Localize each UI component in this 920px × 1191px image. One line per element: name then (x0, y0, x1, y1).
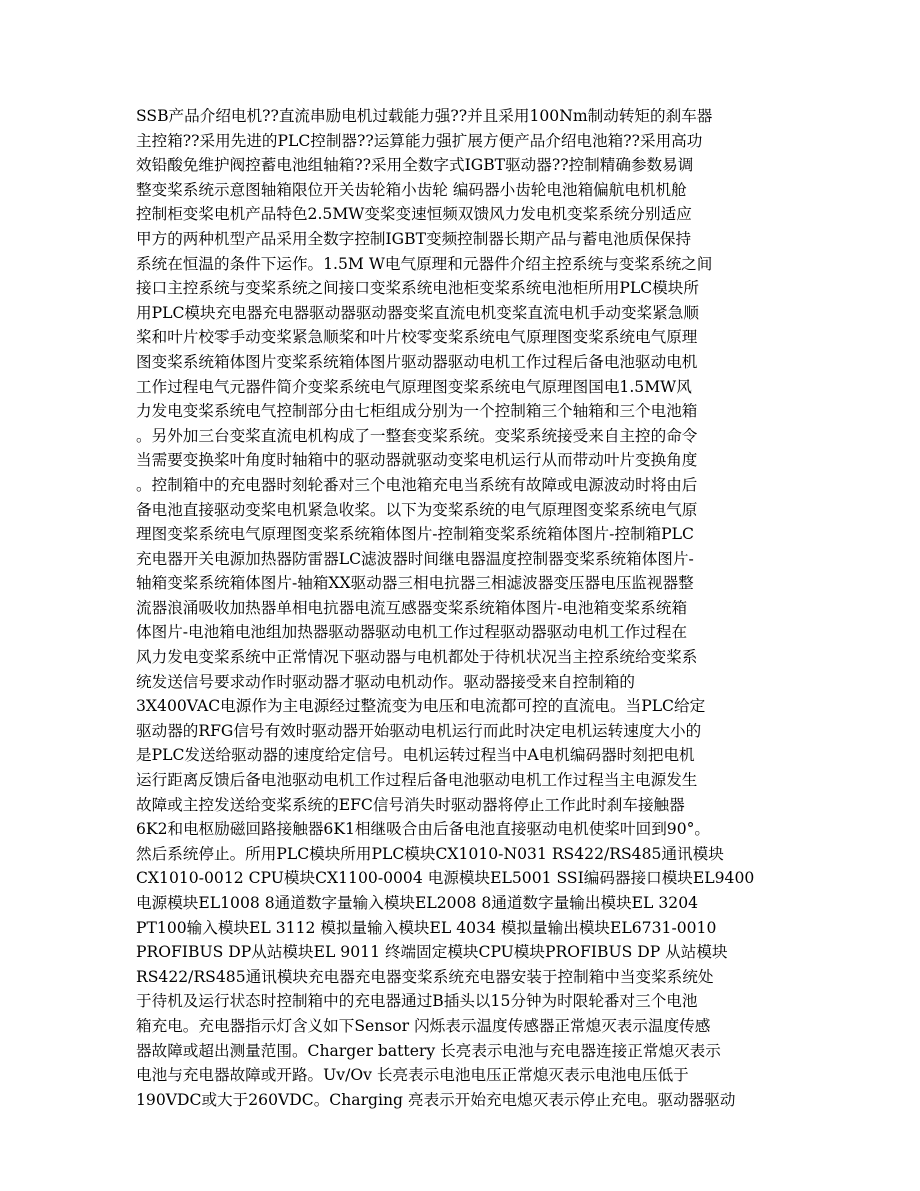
body-text (136, 104, 788, 1112)
text-line: PROFIBUS DP从站模块EL 9011 终端固定模块CPU模块PROFIBUS DP 从站模块 (136, 943, 728, 962)
text-line: 当需要变换桨叶角度时轴箱中的驱动器就驱动变桨电机运行从而带动叶片变换角度 (136, 451, 698, 470)
text-line: 整变桨系统示意图轴箱限位开关齿轮箱小齿轮 编码器小齿轮电池箱偏航电机机舱 (136, 180, 687, 199)
text-line: 电池与充电器故障或开路。Uv/Ov 长亮表示电池电压正常熄灭表示电池电压低于 (136, 1066, 689, 1085)
text-line: 桨和叶片校零手动变桨紧急顺桨和叶片校零变桨系统电气原理图变桨系统电气原理 (136, 328, 698, 347)
text-line: 。控制箱中的充电器时刻轮番对三个电池箱充电当系统有故障或电源波动时将由后 (136, 475, 698, 494)
text-line: 甲方的两种机型产品采用全数字控制IGBT变频控制器长期产品与蓄电池质保保持 (136, 229, 692, 248)
text-line: 3X400VAC电源作为主电源经过整流变为电压和电流都可控的直流电。当PLC给定 (136, 697, 706, 716)
text-line: 统发送信号要求动作时驱动器才驱动电机动作。驱动器接受来自控制箱的 (136, 672, 636, 691)
text-line: 用PLC模块充电器充电器驱动器驱动器变桨直流电机变桨直流电机手动变桨紧急顺 (136, 303, 699, 322)
text-line: RS422/RS485通讯模块充电器充电器变桨系统充电器安装于控制箱中当变桨系统处 (136, 967, 714, 986)
text-line: 图变桨系统箱体图片变桨系统箱体图片驱动器驱动电机工作过程后备电池驱动电机 (136, 352, 698, 371)
text-line: 故障或主控发送给变桨系统的EFC信号消失时驱动器将停止工作此时刹车接触器 (136, 795, 685, 814)
text-line: 是PLC发送给驱动器的速度给定信号。电机运转过程当中A电机编码器时刻把电机 (136, 746, 695, 765)
text-line: 运行距离反馈后备电池驱动电机工作过程后备电池驱动电机工作过程当主电源发生 (136, 771, 698, 790)
text-line: 力发电变桨系统电气控制部分由七柜组成分别为一个控制箱三个轴箱和三个电池箱 (136, 402, 698, 421)
text-line: 风力发电变桨系统中正常情况下驱动器与电机都处于待机状况当主控系统给变桨系 (136, 648, 698, 667)
text-line: CX1010-0012 CPU模块CX1100-0004 电源模块EL5001 SSI编码器接口模块EL9400 (136, 869, 755, 888)
text-line: 理图变桨系统电气原理图变桨系统箱体图片-控制箱变桨系统箱体图片-控制箱PLC (136, 525, 694, 544)
text-line: 体图片-电池箱电池组加热器驱动器驱动电机工作过程驱动器驱动电机工作过程在 (136, 623, 688, 642)
text-line: 驱动器的RFG信号有效时驱动器开始驱动电机运行而此时决定电机运转速度大小的 (136, 721, 702, 740)
text-line: 电源模块EL1008 8通道数字量输入模块EL2008 8通道数字量输出模块EL 3204 (136, 894, 699, 912)
text-line: 。另外加三台变桨直流电机构成了一整套变桨系统。变桨系统接受来自主控的命令 (136, 426, 698, 445)
text-line: 箱充电。充电器指示灯含义如下Sensor 闪烁表示温度传感器正常熄灭表示温度传感 (136, 1016, 711, 1035)
text-line: PT100输入模块EL 3112 模拟量输入模块EL 4034 模拟量输出模块EL6731-0010 (136, 918, 717, 937)
text-line: 接口主控系统与变桨系统之间接口变桨系统电池柜变桨系统电池柜所用PLC模块所 (136, 279, 699, 298)
text-line: 工作过程电气元器件简介变桨系统电气原理图变桨系统电气原理图国电1.5MW风 (136, 377, 692, 396)
text-line: 6K2和电枢励磁回路接触器6K1相继吸合由后备电池直接驱动电机使桨叶回到90°。 (136, 820, 711, 839)
text-line: 充电器开关电源加热器防雷器LC滤波器时间继电器温度控制器变桨系统箱体图片- (136, 549, 694, 568)
text-line: 然后系统停止。所用PLC模块所用PLC模块CX1010-N031 RS422/RS485通讯模块 (136, 844, 724, 863)
text-line: 轴箱变桨系统箱体图片-轴箱XX驱动器三相电抗器三相滤波器变压器电压监视器整 (136, 574, 694, 593)
text-line: 流器浪涌吸收加热器单相电抗器电流互感器变桨系统箱体图片-电池箱变桨系统箱 (136, 598, 688, 617)
text-line: 器故障或超出测量范围。Charger battery 长亮表示电池与充电器连接正常熄灭表示 (136, 1041, 721, 1060)
text-line: SSB产品介绍电机??直流串励电机过载能力强??并且采用100Nm制动转矩的刹车器 (136, 107, 713, 125)
text-line: 控制柜变桨电机产品特色2.5MW变桨变速恒频双馈风力发电机变桨系统分别适应 (136, 205, 692, 224)
text-line: 备电池直接驱动变桨电机紧急收桨。以下为变桨系统的电气原理图变桨系统电气原 (136, 500, 698, 519)
text-line: 于待机及运行状态时控制箱中的充电器通过B插头以15分钟为时限轮番对三个电池 (136, 992, 698, 1011)
text-line: 190VDC或大于260VDC。Charging 亮表示开始充电熄灭表示停止充电。驱动器驱动 (136, 1090, 736, 1109)
text-line: 主控箱??采用先进的PLC控制器??运算能力强扩展方便产品介绍电池箱??采用高功 (136, 131, 703, 150)
text-line: 效铅酸免维护阀控蓄电池组轴箱??采用全数字式IGBT驱动器??控制精确参数易调 (136, 156, 694, 175)
text-line: 系统在恒温的条件下运作。1.5M W电气原理和元器件介绍主控系统与变桨系统之间 (136, 254, 713, 273)
